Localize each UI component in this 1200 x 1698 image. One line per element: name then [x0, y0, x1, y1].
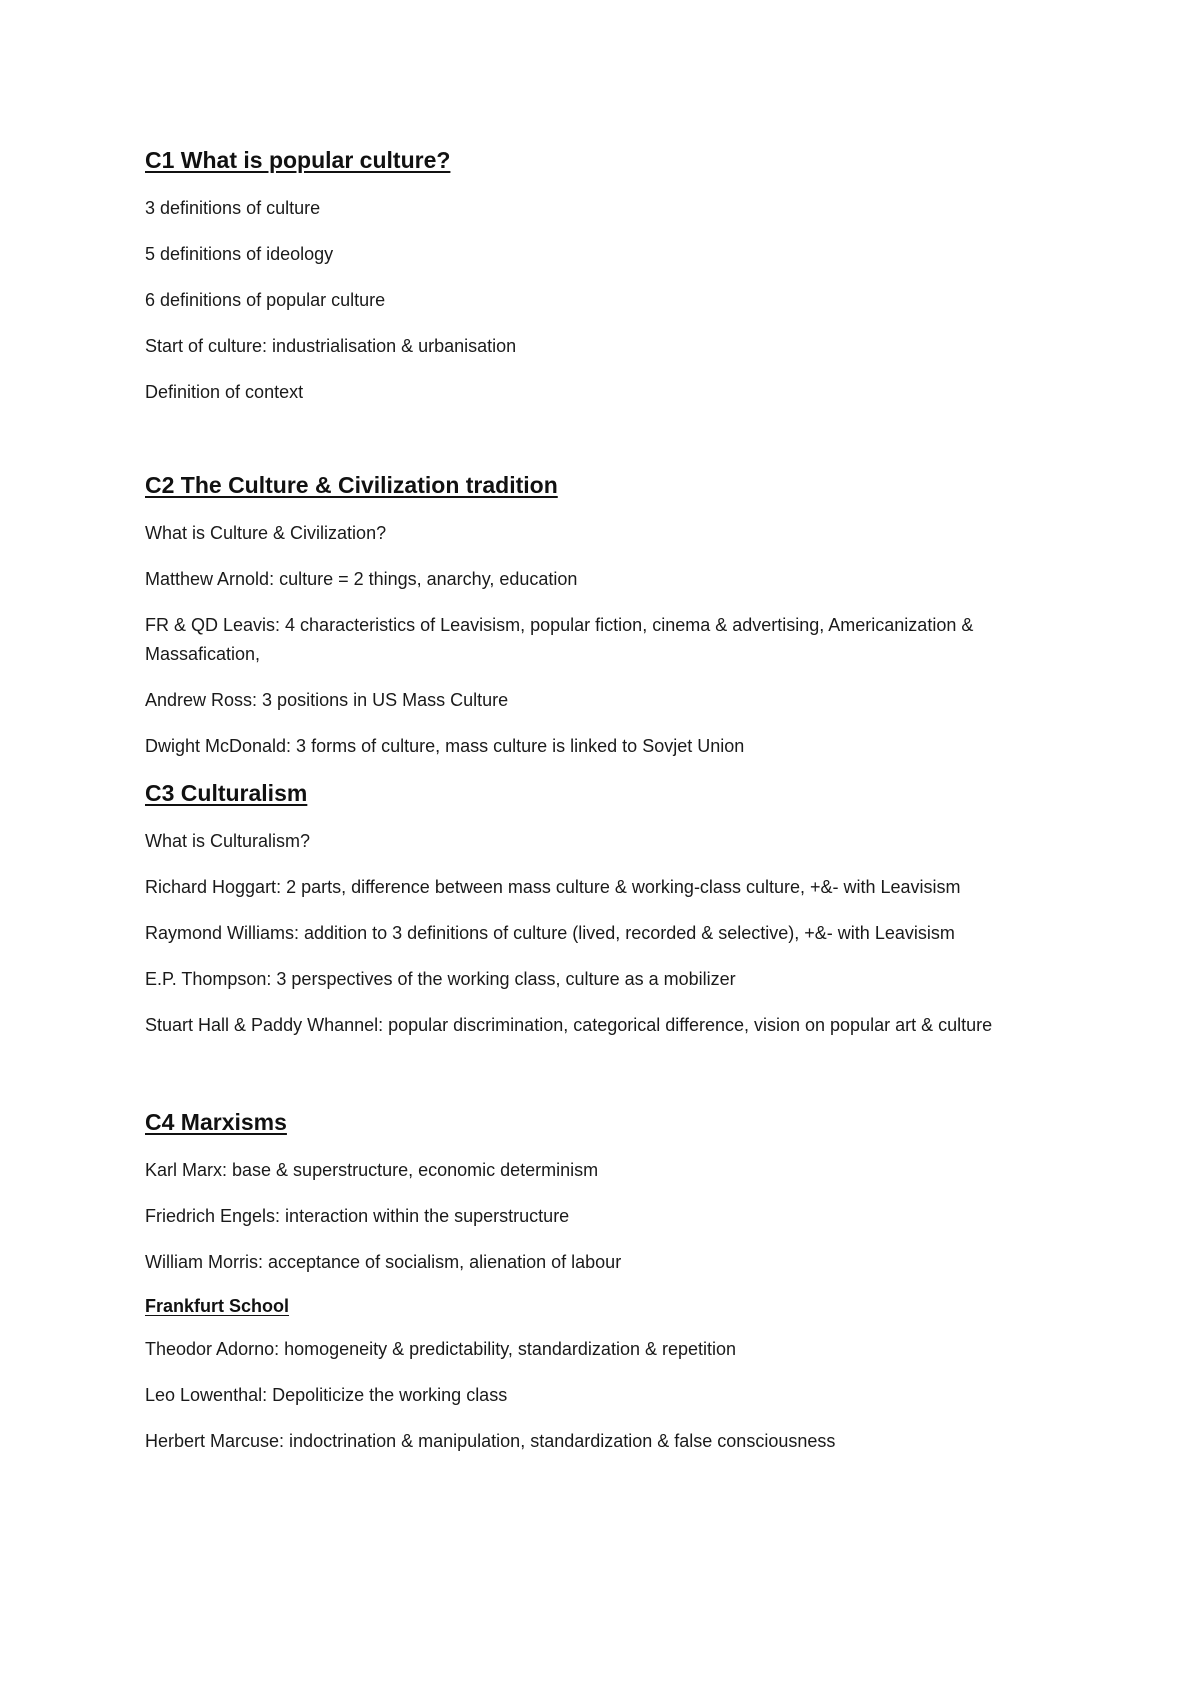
list-item: 5 definitions of ideology	[145, 244, 334, 264]
list-item: E.P. Thompson: 3 perspectives of the working class, culture as a mobilizer	[145, 969, 736, 989]
document-content	[145, 146, 1065, 1456]
list-item: Matthew Arnold: culture = 2 things, anarchy, education	[145, 569, 578, 589]
section-heading-c1: C1 What is popular culture?	[145, 147, 451, 173]
list-item: William Morris: acceptance of socialism, alienation of labour	[145, 1252, 622, 1272]
list-item: Definition of context	[145, 382, 304, 402]
section-heading-c2: C2 The Culture & Civilization tradition	[145, 472, 558, 498]
list-item: Herbert Marcuse: indoctrination & manipulation, standardization & false consciousness	[145, 1431, 836, 1451]
list-item: Leo Lowenthal: Depoliticize the working class	[145, 1385, 508, 1405]
list-item: FR & QD Leavis: 4 characteristics of Leavisism, popular fiction, cinema & advertising, Americanization & Massafication,	[145, 615, 974, 664]
list-item: Start of culture: industrialisation & urbanisation	[145, 336, 517, 356]
list-item: What is Culture & Civilization?	[145, 523, 387, 543]
list-item: Karl Marx: base & superstructure, economic determinism	[145, 1160, 599, 1180]
list-item: Raymond Williams: addition to 3 definitions of culture (lived, recorded & selective), +&- with Leavisism	[145, 923, 955, 943]
list-item: 3 definitions of culture	[145, 198, 321, 218]
subsection-heading-frankfurt-school: Frankfurt School	[145, 1296, 290, 1316]
list-item: Dwight McDonald: 3 forms of culture, mass culture is linked to Sovjet Union	[145, 736, 745, 756]
list-item: Friedrich Engels: interaction within the superstructure	[145, 1206, 570, 1226]
list-item: Stuart Hall & Paddy Whannel: popular discrimination, categorical difference, vision on popular art & culture	[145, 1015, 993, 1035]
section-heading-c3: C3 Culturalism	[145, 780, 308, 806]
section-heading-c4: C4 Marxisms	[145, 1109, 287, 1135]
list-item: 6 definitions of popular culture	[145, 290, 386, 310]
list-item: Richard Hoggart: 2 parts, difference between mass culture & working-class culture, +&- with Leavisism	[145, 877, 961, 897]
list-item: Andrew Ross: 3 positions in US Mass Culture	[145, 690, 509, 710]
list-item: What is Culturalism?	[145, 831, 311, 851]
list-item: Theodor Adorno: homogeneity & predictability, standardization & repetition	[145, 1339, 737, 1359]
